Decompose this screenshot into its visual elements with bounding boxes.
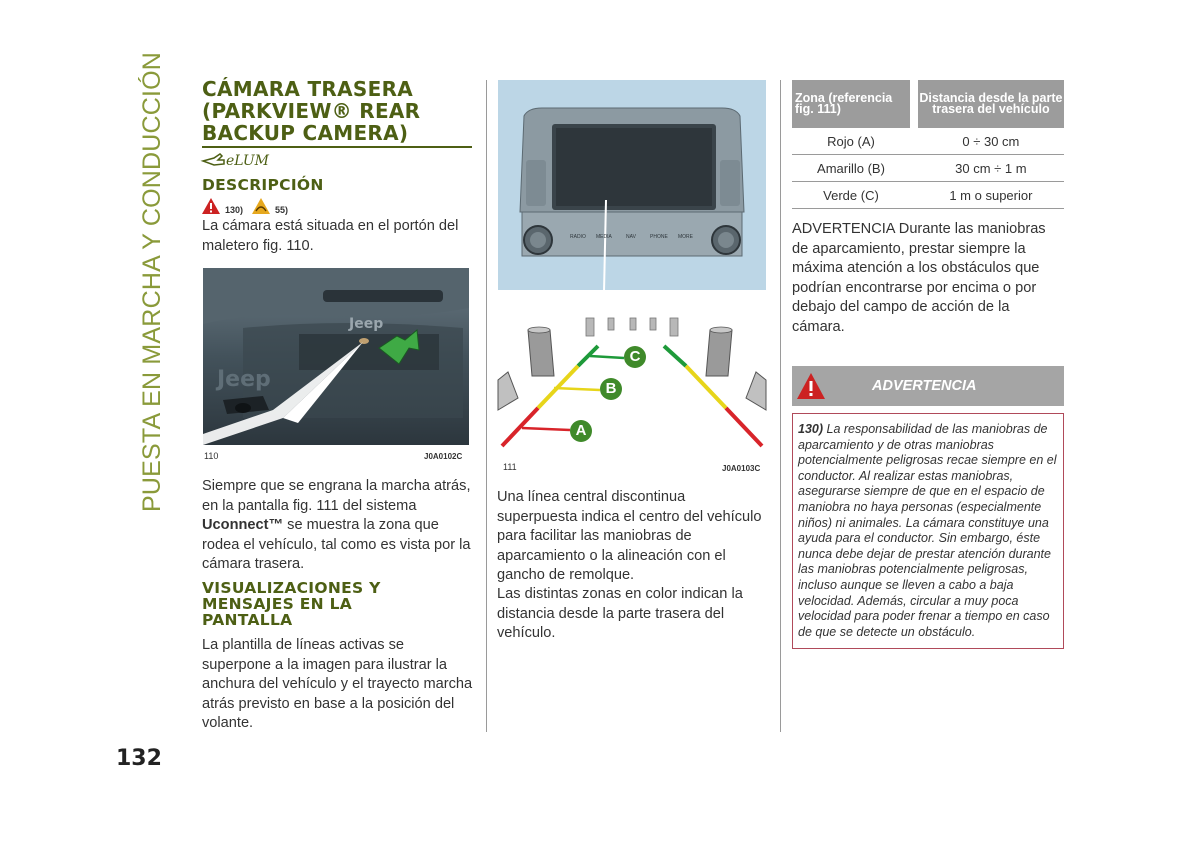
table-header-distance: Distancia desde la parte trasera del vehículo	[918, 80, 1064, 128]
active-lines-paragraph: La plantilla de líneas activas se superpone a la imagen para ilustrar la anchura del vehículo y el trayecto marcha atrás previsto en base a la posición del volante.	[202, 637, 473, 731]
zone-label-a: A	[570, 420, 592, 442]
page-title: CÁMARA TRASERA (PARKVIEW® REAR BACKUP CAMERA)	[202, 77, 421, 145]
section-heading-descripcion: DESCRIPCIÓN	[202, 176, 324, 194]
table-row: Amarillo (B) 30 cm ÷ 1 m	[792, 155, 1064, 182]
distance-table	[792, 80, 1064, 209]
column-1	[202, 78, 472, 148]
warning-title: ADVERTENCIA	[872, 378, 977, 394]
uconnect-paragraph: Siempre que se engrana la marcha atrás, en la pantalla fig. 111 del sistema Uconnect™ se muestra la zona que rodea el vehículo, tal como es vista por la cámara trasera.	[202, 478, 471, 572]
figure-110-number: 110	[204, 451, 219, 461]
chapter-side-title: PUESTA EN MARCHA Y CONDUCCIÓN	[138, 51, 166, 512]
caution-reference: 55)	[275, 205, 289, 215]
note-reference: 130)	[798, 422, 824, 436]
svg-text:eLUM: eLUM	[226, 153, 269, 169]
danger-triangle-icon	[796, 372, 826, 400]
warning-header	[792, 366, 1064, 406]
display-button-radio: RADIO	[570, 234, 586, 240]
svg-text:Jeep: Jeep	[217, 367, 271, 392]
page-number: 132	[116, 746, 162, 771]
display-button-phone: PHONE	[650, 234, 668, 240]
uconnect-brand: Uconnect™	[202, 517, 284, 533]
column-divider-2	[780, 80, 781, 732]
caution-triangle-icon	[251, 197, 271, 215]
advertencia-paragraph: ADVERTENCIA Durante las maniobras de aparcamiento, prestar siempre la máxima atención a los obstáculos que podrían encontrarse por encima o por debajo del campo de acción de la cámara.	[792, 221, 1046, 335]
zone-label-b: B	[600, 378, 622, 400]
danger-triangle-icon	[201, 197, 221, 215]
figure-111-code: J0A0103C	[722, 464, 761, 473]
figure-110-rear-camera	[203, 268, 469, 445]
note-text: La responsabilidad de las maniobras de aparcamiento y de otras maniobras potencialmente peligrosas recae siempre en el conductor. Al realizar estas maniobras, asegurarse siempre de que en el espacio de maniobra no haya personas (especialmente niños) ni animales. La cámara constituye una ayuda para el conductor. Sin embargo, éste nunca debe dejar de prestar atención durante las maniobras potencialmente peligrosas, incluso aunque se lleven a cabo a baja velocidad. Además, circular a muy poca velocidad para poder frenar a tiempo en caso de que se detecte un obstáculo.	[798, 422, 1057, 639]
danger-reference: 130)	[225, 205, 244, 215]
section-heading-visualizaciones: VISUALIZACIONES Y MENSAJES EN LA PANTALLA	[202, 579, 381, 629]
table-row: Verde (C) 1 m o superior	[792, 182, 1064, 209]
warning-note-box	[792, 413, 1064, 649]
figure-111-camera-display	[498, 80, 766, 454]
figure-111-number: 111	[503, 462, 517, 472]
display-button-more: MORE	[678, 234, 693, 240]
figure-110-code: J0A0102C	[424, 452, 463, 461]
column-divider-1	[486, 80, 487, 732]
reference-row	[201, 197, 321, 217]
display-button-media: MEDIA	[596, 234, 612, 240]
table-row: Rojo (A) 0 ÷ 30 cm	[792, 128, 1064, 155]
color-zones-paragraph: Las distintas zonas en color indican la distancia desde la parte trasera del vehículo.	[497, 586, 743, 641]
table-header-zone: Zona (referencia fig. 111)	[792, 80, 910, 128]
display-button-nav: NAV	[626, 234, 636, 240]
zone-label-c: C	[624, 346, 646, 368]
hand-pointer-icon	[202, 148, 269, 170]
centerline-paragraph: Una línea central discontinua superpuesta indica el centro del vehículo para facilitar las maniobras de aparcamiento o la alineación con el gancho de remolque.	[497, 489, 762, 583]
svg-text:Jeep: Jeep	[349, 316, 384, 332]
description-paragraph: La cámara está situada en el portón del maletero fig. 110.	[202, 218, 459, 254]
